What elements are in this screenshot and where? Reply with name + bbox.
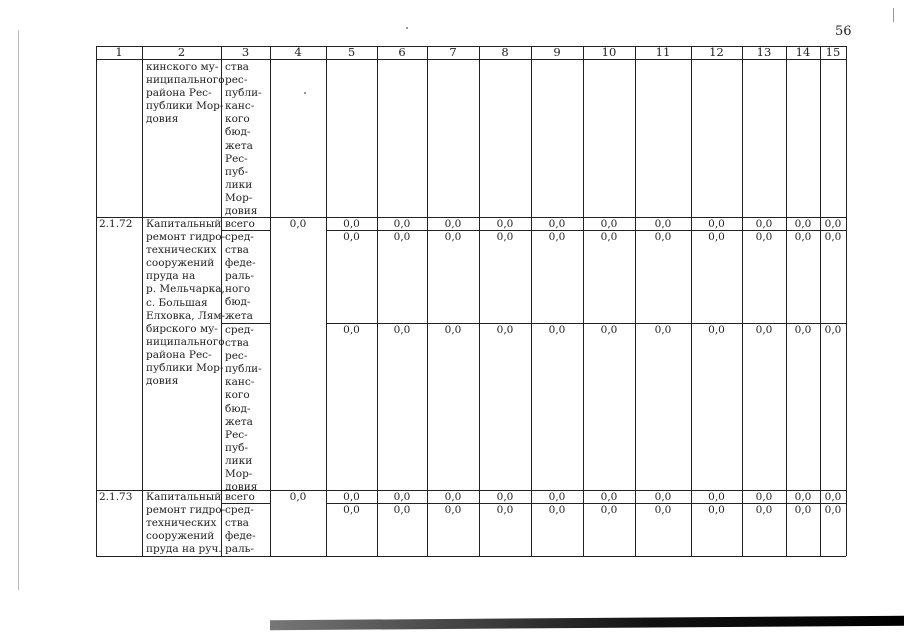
row-total-value: 0,0: [496, 218, 514, 230]
row-federal-value: 0,0: [654, 504, 672, 516]
scan-speck: [406, 27, 408, 29]
row-federal-value: 0,0: [755, 231, 773, 243]
row-federal-value: 0,0: [444, 504, 462, 516]
row-code: 2.1.72: [99, 218, 133, 230]
row-total-value: 0,0: [343, 218, 360, 230]
row-federal-value: 0,0: [600, 231, 618, 243]
table-column-rule: [635, 46, 636, 556]
row-total-value: 0,0: [824, 491, 842, 503]
row-federal-value: 0,0: [548, 504, 566, 516]
row-republic-value: 0,0: [708, 324, 725, 336]
row-federal-value: 0,0: [794, 231, 812, 243]
row-republic-value: 0,0: [548, 324, 566, 336]
table-column-rule: [691, 46, 692, 556]
continued-row-name: кинского му- ниципального района Рес- публики Мор- довия: [146, 61, 225, 126]
row-total-value: 0,0: [794, 218, 812, 230]
row-federal-value: 0,0: [654, 231, 672, 243]
budget-table: [96, 46, 846, 556]
column-header-3: 3: [241, 45, 250, 59]
row-total-label: всего: [225, 491, 255, 503]
table-column-rule: [427, 46, 428, 556]
row-total-value: 0,0: [548, 491, 566, 503]
column-header-9: 9: [553, 45, 561, 59]
row-republic-value: 0,0: [824, 324, 842, 336]
column-header-14: 14: [795, 45, 811, 59]
row-federal-value: 0,0: [824, 231, 842, 243]
row-federal-value: 0,0: [708, 504, 725, 516]
row-total-value: 0,0: [548, 218, 566, 230]
table-column-rule: [742, 46, 743, 556]
table-column-rule: [531, 46, 532, 556]
page-number: 56: [835, 24, 852, 39]
row-federal-value: 0,0: [393, 504, 411, 516]
scan-shadow-bar: [270, 616, 904, 630]
column-header-12: 12: [709, 45, 724, 59]
left-margin-line: [18, 30, 19, 590]
row-federal-value: 0,0: [548, 231, 566, 243]
row-total-value: 0,0: [393, 491, 411, 503]
row-code: 2.1.73: [99, 491, 133, 503]
row-republic-value: 0,0: [755, 324, 773, 336]
column-header-4: 4: [294, 45, 302, 59]
row-federal-value: 0,0: [496, 231, 514, 243]
column-header-10: 10: [601, 45, 617, 59]
table-column-rule: [96, 46, 97, 556]
table-column-rule: [786, 46, 787, 556]
row-total-value: 0,0: [794, 491, 812, 503]
table-column-rule: [377, 46, 378, 556]
table-column-rule: [846, 46, 847, 556]
continued-row-source: ства рес- публи- канс- кого бюд- жета Рес- пуб- лики Мор- довия: [225, 61, 262, 218]
row-federal-value: 0,0: [393, 231, 411, 243]
row-total-value: 0,0: [654, 491, 672, 503]
row-total-value: 0,0: [444, 491, 462, 503]
row-total-value: 0,0: [708, 218, 725, 230]
row-federal-value: 0,0: [794, 504, 812, 516]
column-header-15: 15: [825, 45, 841, 59]
row-republic-value: 0,0: [343, 324, 360, 336]
table-column-rule: [583, 46, 584, 556]
row-total-value: 0,0: [600, 491, 618, 503]
row-republic-value: 0,0: [794, 324, 812, 336]
table-column-rule: [270, 46, 271, 556]
column-header-2: 2: [177, 45, 186, 59]
row-total-value: 0,0: [755, 218, 773, 230]
row-republic-value: 0,0: [444, 324, 462, 336]
row-republic-label: сред- ства рес- публи- канс- кого бюд- жета Рес- пуб- лики Мор- довия: [225, 324, 262, 494]
row-federal-value: 0,0: [343, 504, 360, 516]
table-column-rule: [820, 46, 821, 556]
column-header-11: 11: [655, 45, 671, 59]
row-republic-value: 0,0: [654, 324, 672, 336]
row-federal-label: сред- ства феде- раль-: [225, 504, 256, 556]
row-republic-value: 0,0: [600, 324, 618, 336]
row-federal-value: 0,0: [755, 504, 773, 516]
table-column-rule: [326, 46, 327, 556]
row-federal-label: сред- ства феде- раль- ного бюд- жета: [225, 231, 256, 322]
row-federal-value: 0,0: [444, 231, 462, 243]
row-total-value: 0,0: [824, 218, 842, 230]
column-header-13: 13: [756, 45, 772, 59]
table-column-rule: [479, 46, 480, 556]
column-header-1: 1: [115, 45, 123, 59]
row-col4-value: 0,0: [289, 491, 307, 503]
row-total-value: 0,0: [343, 491, 360, 503]
column-header-6: 6: [398, 45, 406, 59]
row-republic-value: 0,0: [393, 324, 411, 336]
row-total-value: 0,0: [444, 218, 462, 230]
column-header-5: 5: [347, 45, 356, 59]
row-total-value: 0,0: [600, 218, 618, 230]
row-total-value: 0,0: [755, 491, 773, 503]
table-column-rule: [142, 46, 143, 556]
row-federal-value: 0,0: [824, 504, 842, 516]
row-federal-value: 0,0: [708, 231, 725, 243]
row-federal-value: 0,0: [496, 504, 514, 516]
row-total-value: 0,0: [496, 491, 514, 503]
row-total-value: 0,0: [708, 491, 725, 503]
row-name: Капитальный ремонт гидро- технических сооружений пруда на р. Мельчарка, с. Большая Елховка, Лям- бирского му- ниципального района Рес- публики Мор- довия: [146, 218, 226, 388]
row-federal-value: 0,0: [600, 504, 618, 516]
row-name: Капитальный ремонт гидро- технических сооружений пруда на руч.: [146, 491, 226, 556]
column-header-8: 8: [501, 45, 509, 59]
scan-speck: [893, 8, 894, 22]
row-col4-value: 0,0: [289, 218, 307, 230]
row-total-value: 0,0: [393, 218, 411, 230]
row-total-label: всего: [225, 218, 255, 230]
row-federal-value: 0,0: [343, 231, 360, 243]
row-republic-value: 0,0: [496, 324, 514, 336]
row-total-value: 0,0: [654, 218, 672, 230]
table-header-rule: [96, 59, 846, 60]
column-header-7: 7: [449, 45, 457, 59]
